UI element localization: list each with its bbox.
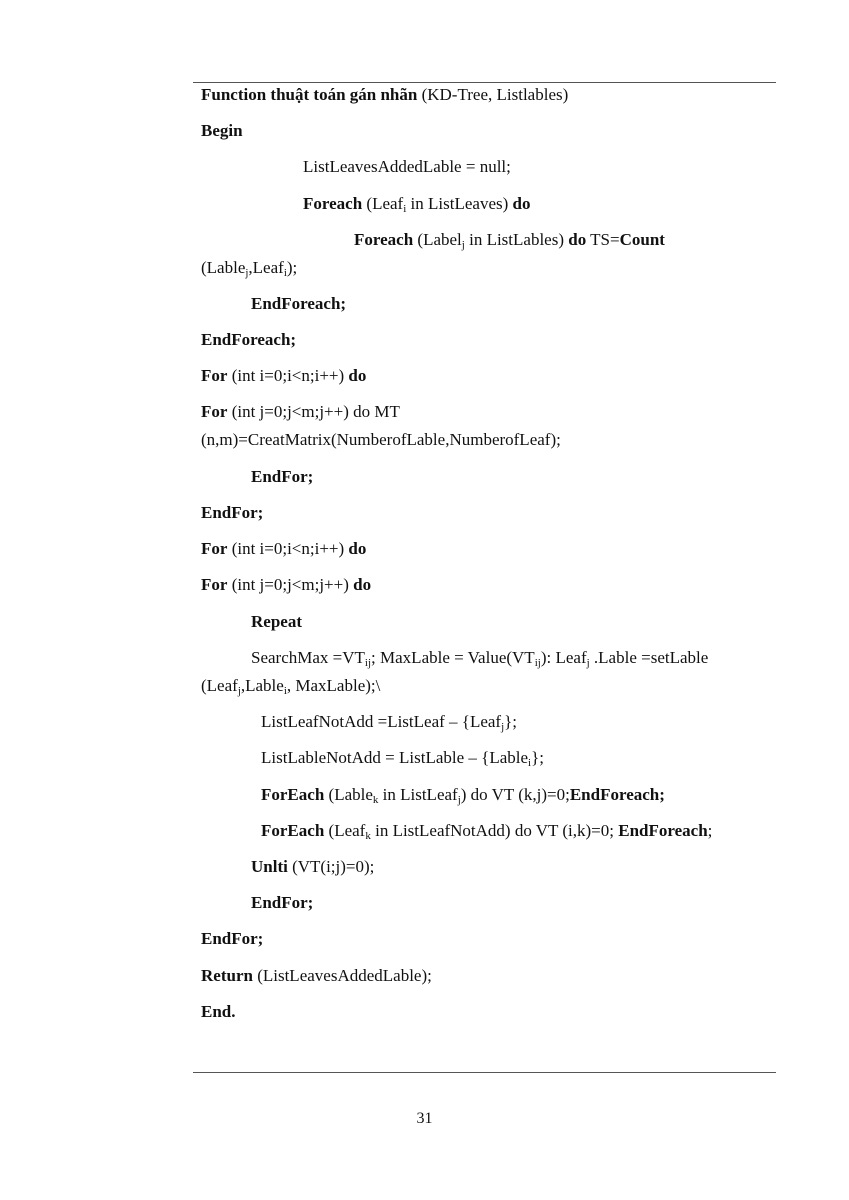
text: ,Leaf: [248, 258, 284, 277]
keyword: EndForeach;: [569, 785, 665, 804]
foreach-leaf-k-line: [261, 821, 712, 841]
text: (int i=0;i<n;i++): [227, 366, 349, 385]
args: (KD-Tree, Listlables): [417, 85, 569, 104]
text: ; MaxLable = Value(VT: [371, 648, 535, 667]
text: (Lable: [324, 785, 373, 804]
text: in ListLeaf: [378, 785, 458, 804]
for-j-line-2: [201, 575, 371, 595]
text: TS=: [586, 230, 620, 249]
endfor-outer-2: EndFor;: [201, 929, 264, 948]
text: in ListLeafNotAdd) do VT (i,k)=0;: [370, 821, 619, 840]
text: };: [504, 712, 518, 731]
text: (Lable: [201, 258, 246, 277]
page-number: 31: [416, 1110, 433, 1127]
lablenotadd-line: [261, 748, 544, 768]
top-rule: [193, 82, 776, 83]
text: ListLableNotAdd = ListLable – {Lable: [261, 748, 529, 767]
function-header: [201, 85, 568, 105]
keyword: do: [348, 366, 367, 385]
text: ) do VT (k,j)=0;: [460, 785, 570, 804]
endfor-inner-2: EndFor;: [251, 893, 314, 912]
subscript: i: [528, 757, 532, 769]
text: ;: [707, 821, 713, 840]
text: ,Lable: [240, 676, 284, 695]
repeat-line: Repeat: [251, 612, 302, 631]
keyword: ForEach: [261, 821, 325, 840]
text: in ListLables): [464, 230, 569, 249]
text: (Leaf: [324, 821, 366, 840]
keyword: ForEach: [261, 785, 325, 804]
keyword: Function thuật toán gán nhãn: [201, 85, 418, 104]
keyword: Count: [619, 230, 665, 249]
setlable-cont: [201, 676, 380, 696]
text: (Leaf: [201, 676, 238, 695]
foreach-leaf-line: [303, 194, 530, 214]
keyword: For: [201, 575, 228, 594]
subscript: i: [283, 685, 287, 697]
leafnotadd-line: [261, 712, 517, 732]
endfor-inner-1: EndFor;: [251, 467, 314, 486]
text: (int j=0;j<m;j++): [227, 575, 354, 594]
keyword: do: [512, 194, 531, 213]
keyword: For: [201, 366, 228, 385]
bottom-rule: [193, 1072, 776, 1073]
endforeach-outer: EndForeach;: [201, 330, 297, 349]
text: .Lable =setLable: [589, 648, 709, 667]
for-i-line-2: [201, 539, 366, 559]
text: (Label: [413, 230, 462, 249]
end-line: End.: [201, 1002, 236, 1021]
subscript: j: [237, 685, 241, 697]
subscript: j: [501, 721, 505, 733]
text: in ListLeaves): [406, 194, 513, 213]
for-j-line: [201, 402, 400, 422]
for-i-line: [201, 366, 366, 386]
subscript: i: [403, 203, 407, 215]
text: (ListLeavesAddedLable);: [252, 966, 432, 985]
subscript: ij: [534, 657, 541, 669]
subscript: j: [461, 239, 465, 251]
subscript: ij: [364, 657, 372, 669]
subscript: i: [283, 267, 287, 279]
keyword: do: [348, 539, 367, 558]
searchmax-line: [251, 648, 708, 668]
text: };: [531, 748, 544, 767]
subscript: j: [586, 657, 590, 669]
text: SearchMax =VT: [251, 648, 365, 667]
endforeach-inner: EndForeach;: [251, 294, 347, 313]
keyword: Return: [201, 966, 253, 985]
subscript: j: [457, 794, 461, 806]
keyword: Unlti: [251, 857, 288, 876]
text: ListLeafNotAdd =ListLeaf – {Leaf: [261, 712, 502, 731]
keyword: EndForeach: [618, 821, 708, 840]
foreach-lable-k-line: [261, 785, 665, 805]
keyword: Foreach: [303, 194, 363, 213]
subscript: k: [365, 830, 371, 842]
keyword: do: [568, 230, 587, 249]
until-line: [251, 857, 374, 877]
keyword: Foreach: [354, 230, 414, 249]
return-line: [201, 966, 432, 986]
keyword: For: [201, 402, 228, 421]
text: ): Leaf: [540, 648, 587, 667]
creatmatrix-line: (n,m)=CreatMatrix(NumberofLable,NumberofLeaf);: [201, 430, 561, 449]
text: , MaxLable);\: [286, 676, 381, 695]
init-line: ListLeavesAddedLable = null;: [303, 157, 511, 176]
foreach-label-line: [354, 230, 665, 250]
text: (Leaf: [362, 194, 404, 213]
text: (int j=0;j<m;j++) do MT: [227, 402, 400, 421]
subscript: k: [372, 794, 379, 806]
endfor-outer-1: EndFor;: [201, 503, 264, 522]
text: (int i=0;i<n;i++): [227, 539, 349, 558]
text: (VT(i;j)=0);: [287, 857, 375, 876]
begin-line: Begin: [201, 121, 243, 140]
subscript: j: [245, 267, 249, 279]
keyword: For: [201, 539, 228, 558]
text: );: [286, 258, 298, 277]
keyword: do: [353, 575, 372, 594]
foreach-label-cont: [201, 258, 297, 278]
